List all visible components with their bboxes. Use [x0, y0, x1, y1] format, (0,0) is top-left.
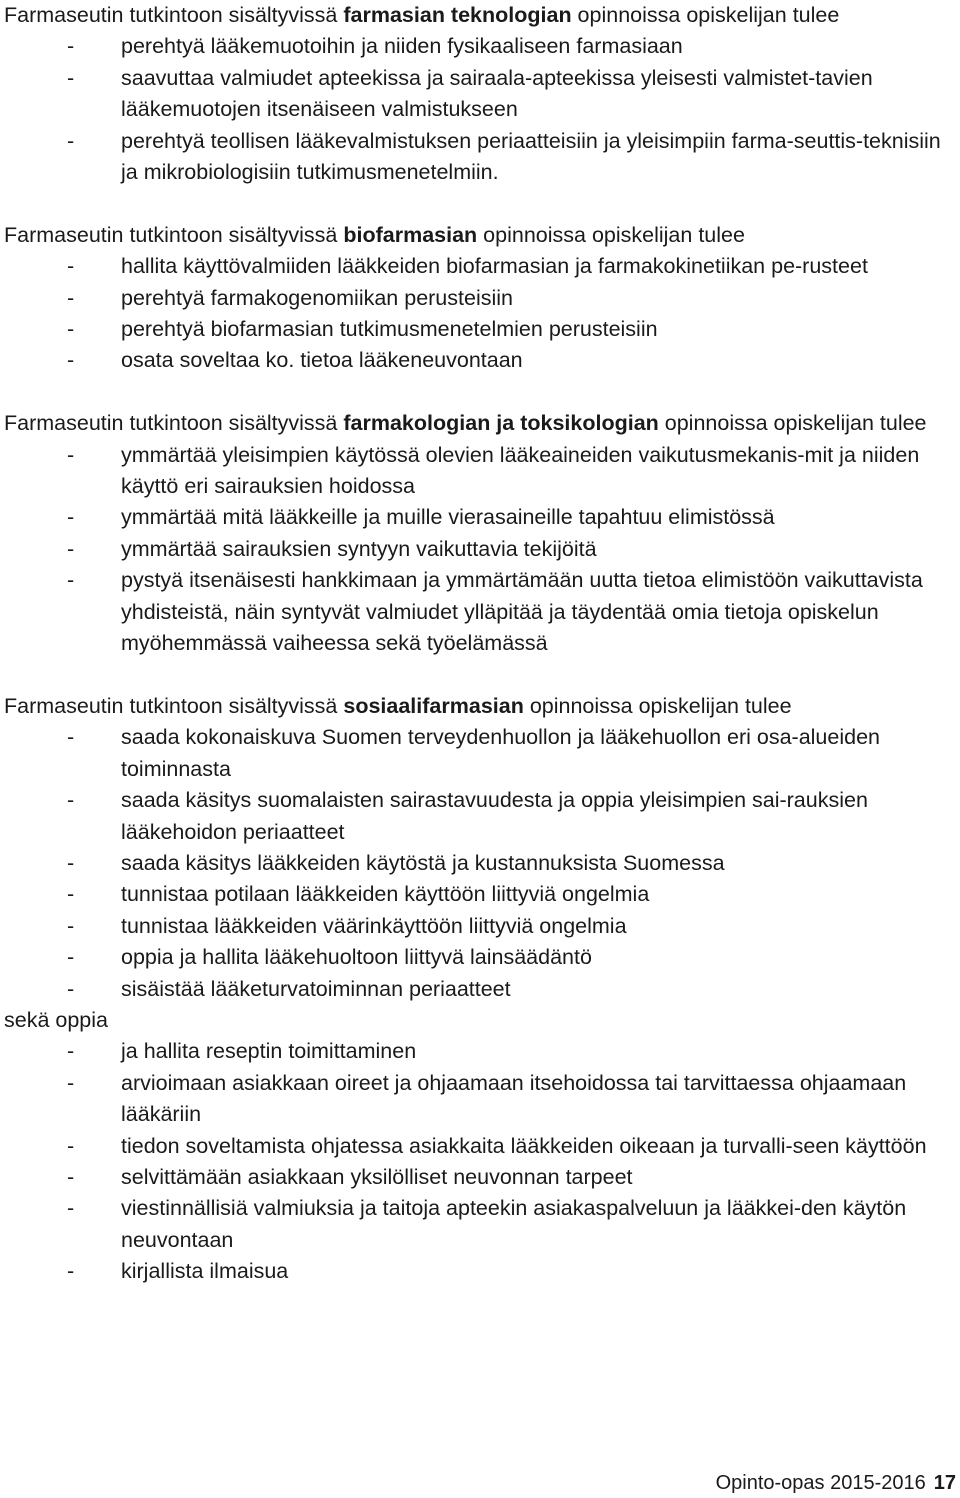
list-item — [4, 314, 954, 345]
dash-bullet: - — [67, 254, 75, 279]
list-item-text: hallita käyttövalmiiden lääkkeiden biofarmasian ja farmakokinetiikan pe-rusteet — [121, 254, 868, 279]
list-item-text: kirjallista ilmaisua — [121, 1259, 289, 1284]
list-item-text: sisäistää lääketurvatoiminnan periaatteet — [121, 976, 511, 1001]
list-item-text: osata soveltaa ko. tietoa lääkeneuvontaan — [121, 348, 523, 373]
section-gap — [4, 188, 954, 219]
dash-bullet: - — [67, 1196, 75, 1221]
subject-name: sosiaalifarmasian — [343, 693, 524, 718]
list-item — [4, 785, 954, 848]
list-item-text: tiedon soveltamista ohjatessa asiakkaita lääkkeiden oikeaan ja turvalli-seen käyttöön — [121, 1133, 927, 1158]
list-item — [4, 283, 954, 314]
list-item-text: ja hallita reseptin toimittaminen — [121, 1039, 417, 1064]
objective-list — [4, 251, 954, 377]
dash-bullet: - — [67, 882, 75, 907]
dash-bullet: - — [67, 505, 75, 530]
footer-label: Opinto-opas 2015-2016 — [715, 1472, 926, 1494]
section-gap — [4, 377, 954, 408]
list-item-text: perehtyä farmakogenomiikan perusteisiin — [121, 285, 513, 310]
section-gap — [4, 660, 954, 691]
list-item-text: perehtyä teollisen lääkevalmistuksen periaatteisiin ja yleisimpiin farma-seuttis-teknisiin ja mikrobiologisiin tutkimusmenetelmiin. — [121, 128, 941, 185]
dash-bullet: - — [67, 1259, 75, 1284]
intro-text: Farmaseutin tutkintoon sisältyvissä — [4, 693, 344, 718]
dash-bullet: - — [67, 788, 75, 813]
dash-bullet: - — [67, 348, 75, 373]
subject-name: farmakologian ja toksikologian — [343, 411, 659, 436]
dash-bullet: - — [67, 850, 75, 875]
intro-text: opinnoissa opiskelijan tulee — [523, 693, 792, 718]
list-item — [4, 565, 954, 659]
list-item — [4, 31, 954, 62]
dash-bullet: - — [67, 976, 75, 1001]
list-item — [4, 126, 954, 189]
document-page — [4, 0, 954, 1288]
sub-intro: sekä oppia — [4, 1007, 108, 1032]
list-item-text: viestinnällisiä valmiuksia ja taitoja apteekin asiakaspalveluun ja lääkkei-den käytön neuvontaan — [121, 1196, 907, 1252]
dash-bullet: - — [67, 913, 75, 938]
list-item — [4, 974, 954, 1005]
dash-bullet: - — [67, 285, 75, 310]
dash-bullet: - — [67, 1133, 75, 1158]
dash-bullet: - — [67, 725, 75, 750]
list-item — [4, 722, 954, 785]
list-item — [4, 1131, 954, 1162]
list-item — [4, 942, 954, 973]
list-item — [4, 1068, 954, 1131]
intro-text: Farmaseutin tutkintoon sisältyvissä — [4, 411, 344, 436]
list-item — [4, 1256, 954, 1287]
list-item — [4, 345, 954, 376]
list-item-text: perehtyä biofarmasian tutkimusmenetelmien perusteisiin — [121, 317, 658, 342]
section-intro — [4, 220, 954, 251]
intro-text: Farmaseutin tutkintoon sisältyvissä — [4, 3, 344, 27]
list-item-text: arvioimaan asiakkaan oireet ja ohjaamaan itsehoidossa tai tarvittaessa ohjaamaan lääkäriin — [121, 1070, 907, 1127]
intro-text: Farmaseutin tutkintoon sisältyvissä — [4, 222, 344, 247]
list-item-text: tunnistaa lääkkeiden väärinkäyttöön liittyviä ongelmia — [121, 913, 627, 938]
list-item-text: ymmärtää mitä lääkkeille ja muille vierasaineille tapahtuu elimistössä — [121, 505, 775, 530]
intro-text: opinnoissa opiskelijan tulee — [658, 411, 927, 436]
list-item — [4, 1193, 954, 1256]
objective-list — [4, 440, 954, 660]
dash-bullet: - — [67, 34, 75, 59]
list-item-text: saavuttaa valmiudet apteekissa ja sairaala-apteekissa yleisesti valmistet-tavien lääkemuotojen itsenäiseen valmistukseen — [121, 65, 873, 122]
list-item-text: ymmärtää sairauksien syntyyn vaikuttavia tekijöitä — [121, 536, 597, 561]
list-item-text: saada käsitys lääkkeiden käytöstä ja kustannuksista Suomessa — [121, 850, 725, 875]
list-item — [4, 911, 954, 942]
page-footer — [716, 1468, 956, 1498]
list-item — [4, 63, 954, 126]
section-pharmaceutical-technology — [4, 0, 954, 188]
dash-bullet: - — [67, 536, 75, 561]
intro-text: opinnoissa opiskelijan tulee — [571, 3, 840, 27]
section-social-pharmacy — [4, 691, 954, 1288]
list-item — [4, 502, 954, 533]
dash-bullet: - — [67, 1164, 75, 1189]
subject-name: farmasian teknologian — [343, 3, 572, 27]
list-item-text: perehtyä lääkemuotoihin ja niiden fysikaaliseen farmasiaan — [121, 34, 683, 59]
list-item-text: saada kokonaiskuva Suomen terveydenhuollon ja lääkehuollon eri osa-alueiden toiminnasta — [121, 725, 880, 781]
dash-bullet: - — [67, 568, 75, 593]
section-intro — [4, 691, 954, 722]
intro-text: opinnoissa opiskelijan tulee — [477, 222, 745, 247]
list-item — [4, 879, 954, 910]
list-item-text: saada käsitys suomalaisten sairastavuudesta ja oppia yleisimpien sai-rauksien lääkehoidon periaatteet — [121, 788, 868, 844]
page-number: 17 — [933, 1472, 956, 1494]
dash-bullet: - — [67, 1039, 75, 1064]
dash-bullet: - — [67, 128, 75, 153]
list-item — [4, 1162, 954, 1193]
section-intro — [4, 408, 954, 439]
list-item — [4, 534, 954, 565]
dash-bullet: - — [67, 317, 75, 342]
subject-name: biofarmasian — [343, 222, 478, 247]
section-pharmacology-toxicology — [4, 408, 954, 659]
dash-bullet: - — [67, 65, 75, 90]
list-item-text: selvittämään asiakkaan yksilölliset neuvonnan tarpeet — [121, 1164, 633, 1189]
section-biopharmaceutics — [4, 220, 954, 377]
list-item-text: oppia ja hallita lääkehuoltoon liittyvä lainsäädäntö — [121, 945, 592, 970]
list-item — [4, 1036, 954, 1067]
list-item — [4, 440, 954, 503]
objective-list — [4, 722, 954, 1005]
list-item-text: tunnistaa potilaan lääkkeiden käyttöön liittyviä ongelmia — [121, 882, 650, 907]
dash-bullet: - — [67, 1070, 75, 1095]
list-item-text: pystyä itsenäisesti hankkimaan ja ymmärtämään uutta tietoa elimistöön vaikuttavista yhdisteistä, näin syntyvät valmiudet ylläpitää ja täydentää omia tietoja opiskelun myöhemmässä vaiheessa sekä työelämässä — [121, 568, 923, 656]
section-intro — [4, 0, 954, 31]
list-item-text: ymmärtää yleisimpien käytössä olevien lääkeaineiden vaikutusmekanis-mit ja niiden käyttö eri sairauksien hoidossa — [121, 442, 920, 499]
sub-objective-list — [4, 1036, 954, 1287]
list-item — [4, 251, 954, 282]
objective-list — [4, 31, 954, 188]
dash-bullet: - — [67, 442, 75, 467]
list-item — [4, 848, 954, 879]
dash-bullet: - — [67, 945, 75, 970]
